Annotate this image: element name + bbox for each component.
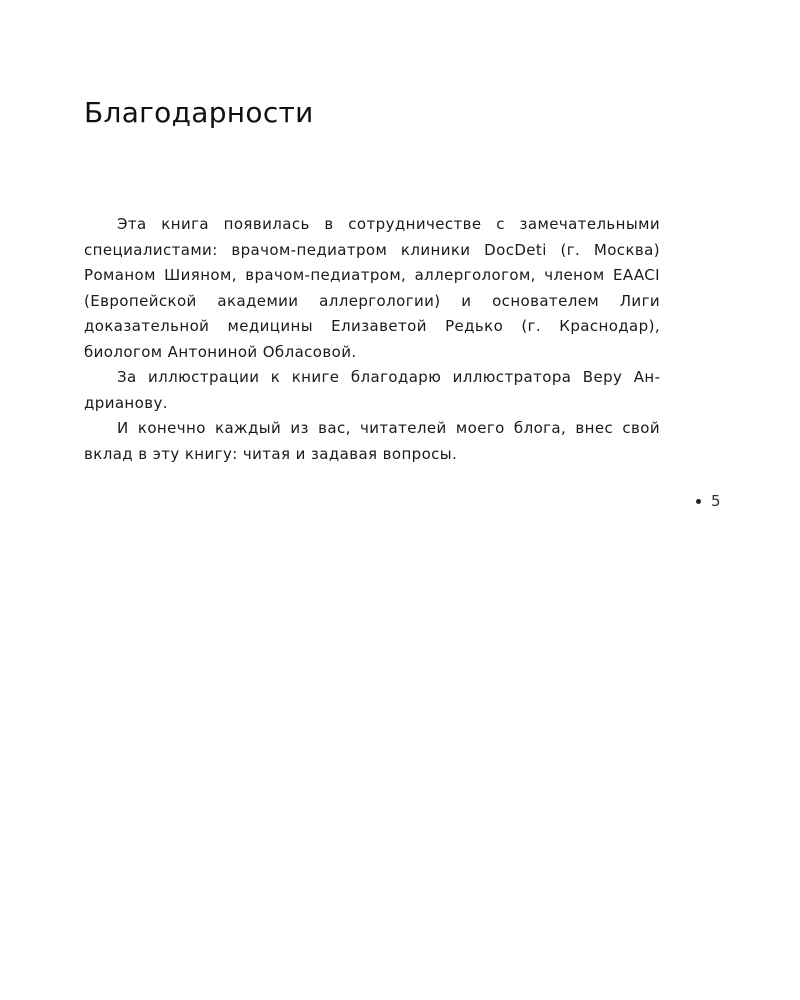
body-text: [84, 212, 660, 467]
bullet-icon: [696, 499, 701, 504]
paragraph-acknowledgement-specialists: Эта книга появилась в сотрудничестве с замечательными специалистами: врачом-педиатром клиники DocDeti (г. Москва) Романом Шияном, врачом-педиатром, аллергологом, членом EAACI (Европейской академии аллергологии) и основателем Лиги доказательной медицины Елизаветой Редько (г. Краснодар), биологом Антониной Обласовой.: [84, 215, 660, 361]
page-title: Благодарности: [84, 96, 314, 129]
paragraph-acknowledgement-readers: И конечно каждый из вас, читателей моего блога, внес свой вклад в эту книгу: читая и задавая вопросы.: [84, 419, 660, 463]
page-number: 5: [711, 492, 722, 510]
page-footer: [696, 490, 721, 512]
paragraph-acknowledgement-illustrator: За иллюстрации к книге благодарю иллюстратора Веру Андрианову.: [84, 368, 660, 412]
